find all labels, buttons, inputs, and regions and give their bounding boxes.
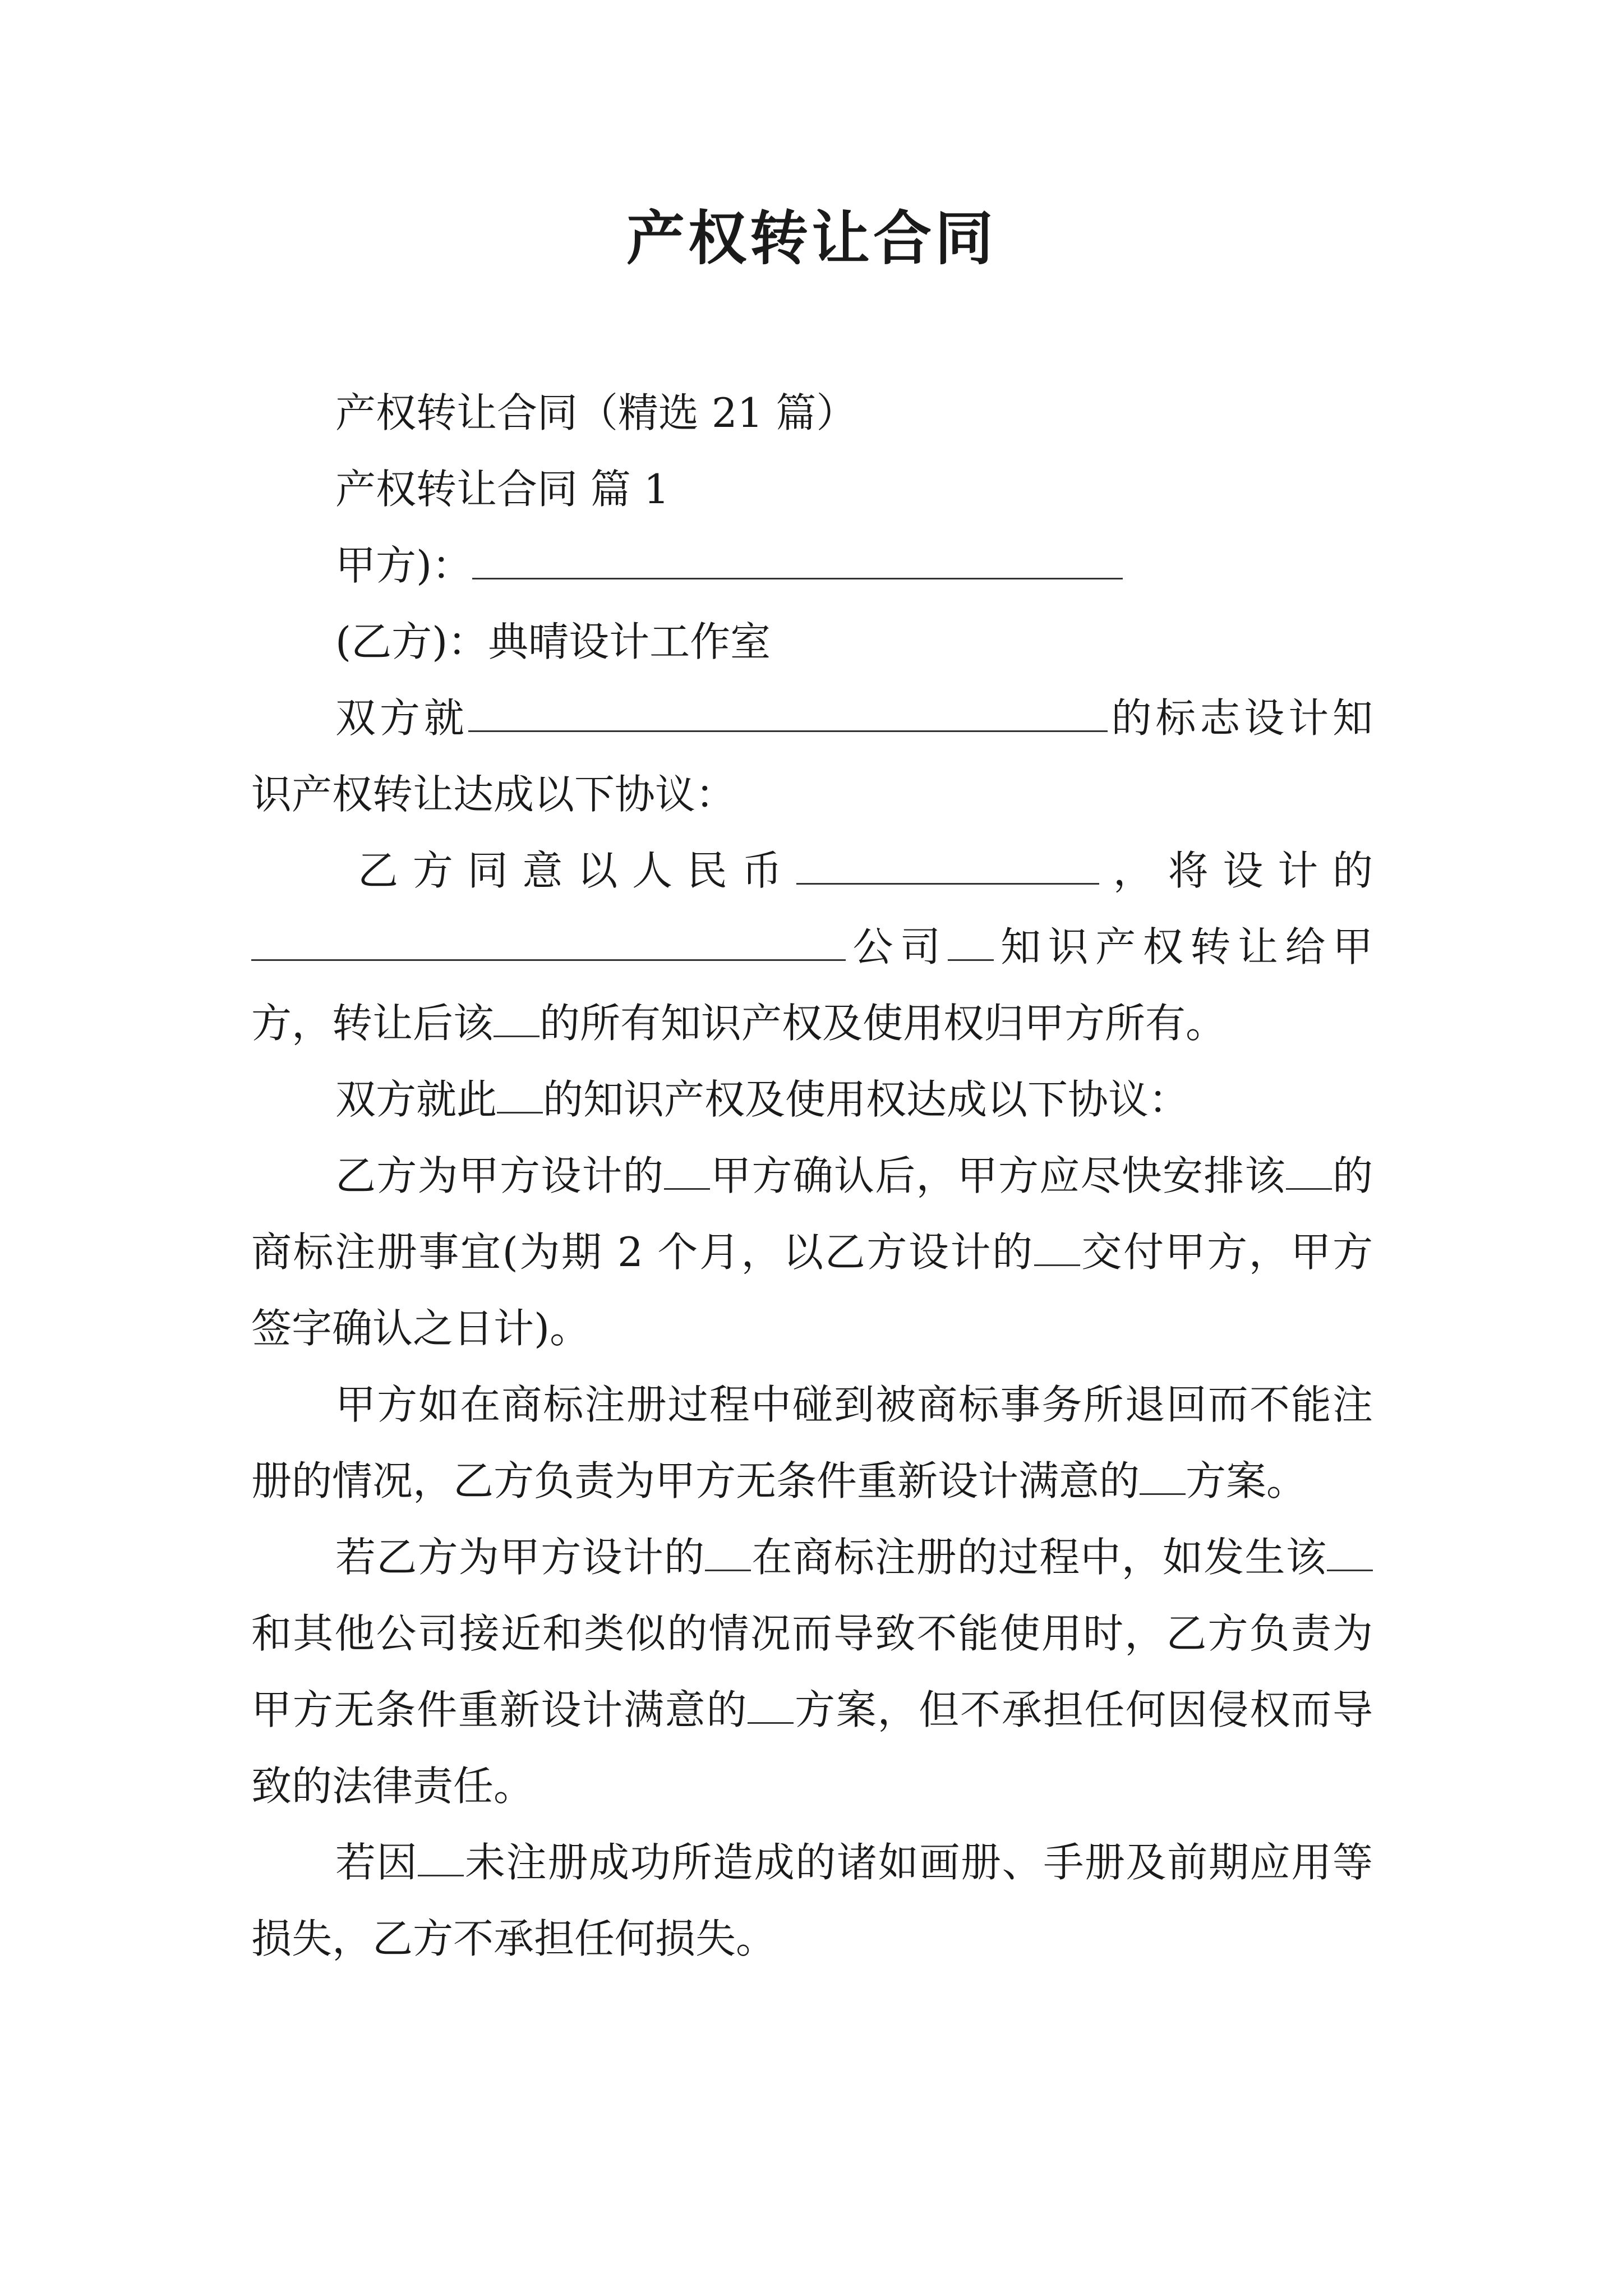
para3-blank	[497, 1078, 543, 1114]
section-heading: 产权转让合同 篇 1	[335, 466, 670, 513]
para2-start: 乙 方 同 意 以 人 民 币	[358, 847, 783, 894]
para4-blank-1	[664, 1154, 710, 1190]
party-a-line	[251, 527, 1373, 604]
paragraph-4	[251, 1138, 1373, 1366]
paragraph-6	[251, 1519, 1373, 1824]
para2-line2-a: 公司	[846, 923, 948, 970]
para6-blank-3	[748, 1688, 794, 1724]
paragraph-1	[251, 680, 1373, 832]
para2-mid: ， 将 设 计 的	[1113, 847, 1373, 894]
para2-blank-2	[948, 926, 994, 961]
para1-start: 双方就	[335, 694, 468, 742]
para4-d: 交付甲方，甲方签字确认之日计)。	[251, 1228, 1373, 1352]
para4-c: 的商标注册事宜(为期 2 个月，以乙方设计的	[251, 1152, 1373, 1276]
para4-blank-2	[1286, 1154, 1332, 1190]
para6-c: 和其他公司接近和类似的情况而导致不能使用时，乙方负责为甲方无条件重新设计满意的	[251, 1610, 1373, 1733]
party-a-blank	[472, 544, 1123, 579]
para6-d: 方案，但不承担任何因侵权而导致的法律责任。	[251, 1686, 1373, 1810]
para2-company-blank	[251, 926, 846, 961]
document-body	[251, 375, 1373, 1977]
para7-blank	[418, 1841, 464, 1876]
para4-a: 乙方为甲方设计的	[335, 1152, 664, 1199]
para6-a: 若乙方为甲方设计的	[335, 1534, 706, 1581]
para1-end: 的标志设计知识产权转让达成以下协议：	[251, 694, 1373, 818]
paragraph-5	[251, 1366, 1373, 1519]
party-b-line: (乙方)：典晴设计工作室	[335, 618, 771, 665]
para4-b: 甲方确认后，甲方应尽快安排该	[710, 1152, 1286, 1199]
para2-line2-b: 知识产权转让给甲方，转让后该	[251, 923, 1373, 1047]
para6-blank-1	[705, 1536, 751, 1571]
para3-end: 的知识产权及使用权达成以下协议：	[543, 1076, 1189, 1123]
para3-start: 双方就此	[335, 1076, 497, 1123]
paragraph-7	[251, 1824, 1373, 1977]
party-a-label: 甲方)：	[335, 542, 473, 589]
para7-a: 若因	[335, 1839, 418, 1886]
para7-b: 未注册成功所造成的诸如画册、手册及前期应用等损失，乙方不承担任何损失。	[251, 1839, 1373, 1962]
paragraph-3	[251, 1061, 1373, 1138]
para5-b: 方案。	[1186, 1457, 1307, 1504]
para5-blank	[1140, 1460, 1186, 1495]
para6-blank-2	[1327, 1536, 1373, 1571]
para6-b: 在商标注册的过程中，如发生该	[751, 1534, 1327, 1581]
para2-amount-blank	[796, 849, 1099, 885]
document-title: 产权转让合同	[626, 204, 997, 273]
para1-blank	[468, 697, 1108, 732]
para5-a: 甲方如在商标注册过程中碰到被商标事务所退回而不能注册的情况，乙方负责为甲方无条件重新设计满意的	[251, 1381, 1373, 1504]
subtitle: 产权转让合同（精选 21 篇）	[335, 389, 857, 436]
para4-blank-3	[1034, 1231, 1080, 1266]
para2-end: 的所有知识产权及使用权归甲方所有。	[540, 1000, 1227, 1047]
para2-blank-3	[494, 1002, 540, 1037]
paragraph-2	[251, 832, 1373, 1061]
